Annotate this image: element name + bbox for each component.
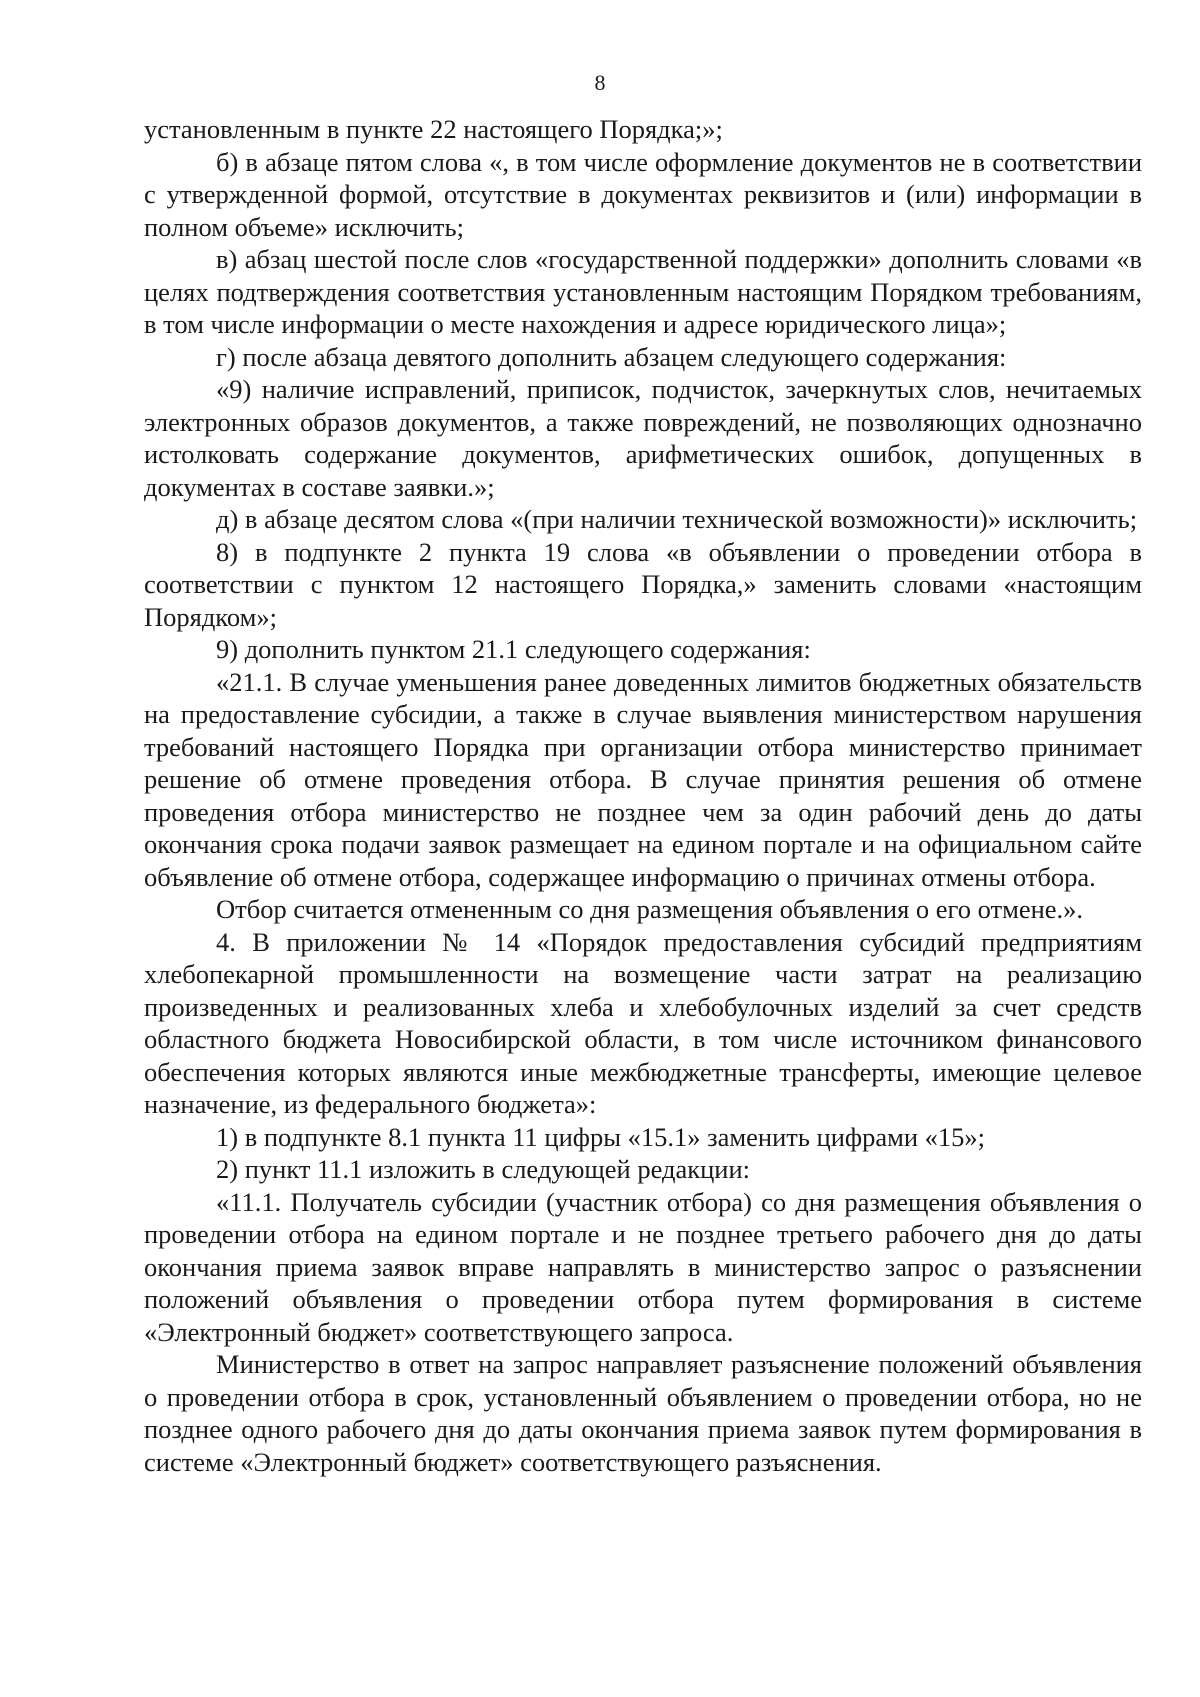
- paragraph: 9) дополнить пунктом 21.1 следующего содержания:: [216, 634, 811, 664]
- paragraph: 4. В приложении № 14 «Порядок предоставления субсидий предприятиям хлебопекарной промышленности на возмещение части затрат на реализацию произведенных и реализованных хлеба и хлебобулочных изделий за счет средств областного бюджета Новосибирской области, в том числе источником финансового обеспечения которых являются иные межбюджетные трансферты, имеющие целевое назначение, из федерального бюджета»:: [144, 926, 1142, 1119]
- page-number: 8: [594, 70, 606, 95]
- paragraph: д) в абзаце десятом слова «(при наличии технической возможности)» исключить;: [216, 504, 1138, 534]
- paragraph: «9) наличие исправлений, приписок, подчисток, зачеркнутых слов, нечитаемых электронных образов документов, а также повреждений, не позволяющих однозначно истолковать содержание документов, арифметических ошибок, допущенных в документах в составе заявки.»;: [144, 374, 1142, 502]
- paragraph: 1) в подпункте 8.1 пункта 11 цифры «15.1» заменить цифрами «15»;: [216, 1121, 986, 1152]
- paragraph: «11.1. Получатель субсидии (участник отбора) со дня размещения объявления о проведении отбора на едином портале и не позднее третьего рабочего дня до даты окончания приема заявок вправе направлять в министерство запрос о разъяснении положений объявления о проведении отбора путем формирования в системе «Электронный бюджет» соответствующего запроса.: [144, 1186, 1142, 1347]
- paragraph: в) абзац шестой после слов «государственной поддержки» дополнить словами «в целях подтверждения соответствия установленным настоящим Порядком требованиям, в том числе информации о месте нахождения и адресе юридического лица»;: [144, 244, 1142, 339]
- paragraph: «21.1. В случае уменьшения ранее доведенных лимитов бюджетных обязательств на предоставление субсидии, а также в случае выявления министерством нарушения требований настоящего Порядка при организации отбора министерство принимает решение об отмене проведения отбора. В случае принятия решения об отмене проведения отбора министерство не позднее чем за один рабочий день до даты окончания срока подачи заявок размещает на едином портале и на официальном сайте объявление об отмене отбора, содержащее информацию о причинах отмены отбора.: [144, 666, 1142, 892]
- paragraph: г) после абзаца девятого дополнить абзацем следующего содержания:: [216, 341, 1007, 372]
- paragraph: 8) в подпункте 2 пункта 19 слова «в объявлении о проведении отбора в соответствии с пунктом 12 настоящего Порядка,» заменить словами «настоящим Порядком»;: [144, 536, 1142, 632]
- paragraph: установленным в пункте 22 настоящего Порядка;»;: [144, 114, 723, 144]
- document-body: [144, 113, 1142, 1478]
- paragraph: б) в абзаце пятом слова «, в том числе оформление документов не в соответствии с утвержденной формой, отсутствие в документах реквизитов и (или) информации в полном объеме» исключить;: [144, 146, 1142, 242]
- paragraph: Министерство в ответ на запрос направляет разъяснение положений объявления о проведении отбора в срок, установленный объявлением о проведении отбора, но не позднее одного рабочего дня до даты окончания приема заявок путем формирования в системе «Электронный бюджет» соответствующего разъяснения.: [144, 1349, 1142, 1477]
- paragraph: 2) пункт 11.1 изложить в следующей редакции:: [216, 1154, 751, 1184]
- paragraph: Отбор считается отмененным со дня размещения объявления о его отмене.».: [216, 894, 1084, 924]
